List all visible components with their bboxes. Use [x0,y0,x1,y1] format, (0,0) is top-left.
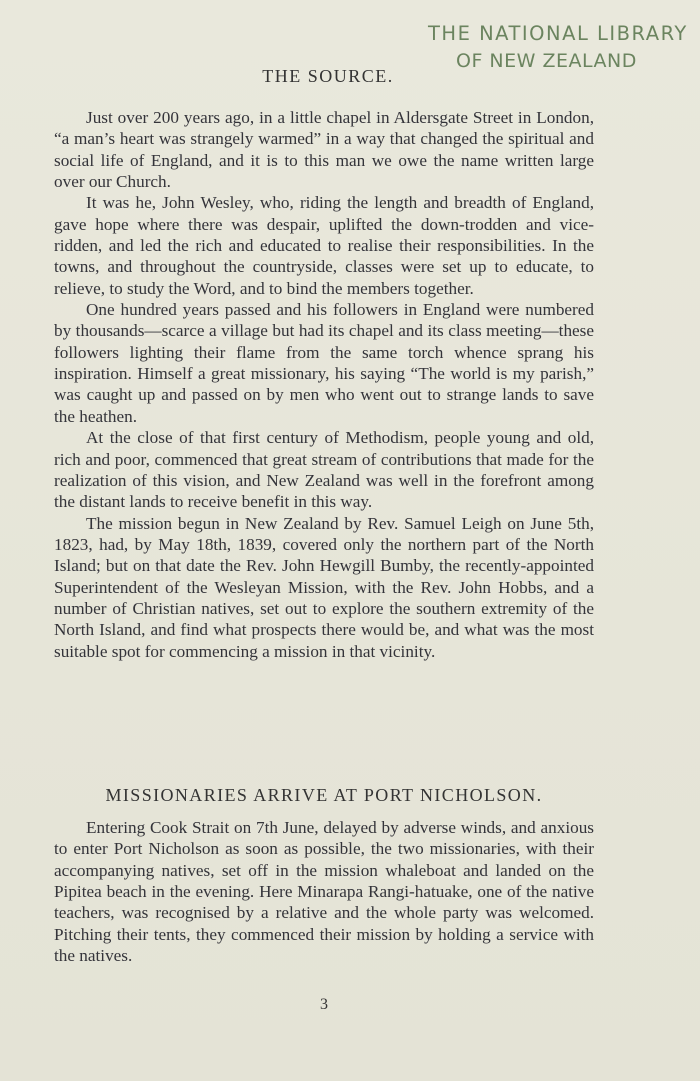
stamp-line-1: THE NATIONAL LIBRARY [428,22,688,45]
page-title: THE SOURCE. [262,66,394,86]
section-missionaries-body [54,817,594,966]
paragraph: It was he, John Wesley, who, riding the length and breadth of England, gave hope where there was despair, uplifted the down-trodden and vice-ridden, and led the rich and educated to realise their responsibilities. In the towns, and throughout the countryside, classes were set up to educate, to relieve, to study the Word, and to bind the members together. [54,193,594,298]
stamp-line-2: OF NEW ZEALAND [456,50,637,72]
section-heading: MISSIONARIES ARRIVE AT PORT NICHOLSON. [105,785,543,805]
section-source-body [54,107,594,662]
paragraph: One hundred years passed and his followers in England were numbered by thousands—scarce a village but had its chapel and its class meeting—these followers lighting their flame from the same torch whence sprang his inspiration. Himself a great missionary, his saying “The world is my parish,” was caught up and passed on by men who went out to strange lands to save the heathen. [54,300,594,426]
paragraph: The mission begun in New Zealand by Rev. Samuel Leigh on June 5th, 1823, had, by May 18th, 1839, covered only the northern part of the North Island; but on that date the Rev. John Hewgill Bumby, the recently-appointed Superintendent of the Wesleyan Mission, with the Rev. John Hobbs, and a number of Christian natives, set out to explore the southern extremity of the North Island, and find what prospects there would be, and what was the most suitable spot for commencing a mission in that vicinity. [54,513,594,661]
page-number: 3 [320,996,328,1013]
paragraph: Entering Cook Strait on 7th June, delayed by adverse winds, and anxious to enter Port Nicholson as soon as possible, the two missionaries, with their accompanying natives, set off in the mission whaleboat and landed on the Pipitea beach in the evening. Here Minarapa Rangi-hatuake, one of the native teachers, was recognised by a relative and the whole party was welcomed. Pitching their tents, they commenced their mission by holding a service with the natives. [54,818,594,966]
paragraph: Just over 200 years ago, in a little chapel in Aldersgate Street in London, “a man’s heart was strangely warmed” in a way that changed the spiritual and social life of England, and it is to this man we owe the name written large over our Church. [54,108,594,192]
paragraph: At the close of that first century of Methodism, people young and old, rich and poor, commenced that great stream of contributions that made for the realization of this vision, and New Zealand was well in the forefront among the distant lands to receive benefit in this way. [54,428,594,512]
